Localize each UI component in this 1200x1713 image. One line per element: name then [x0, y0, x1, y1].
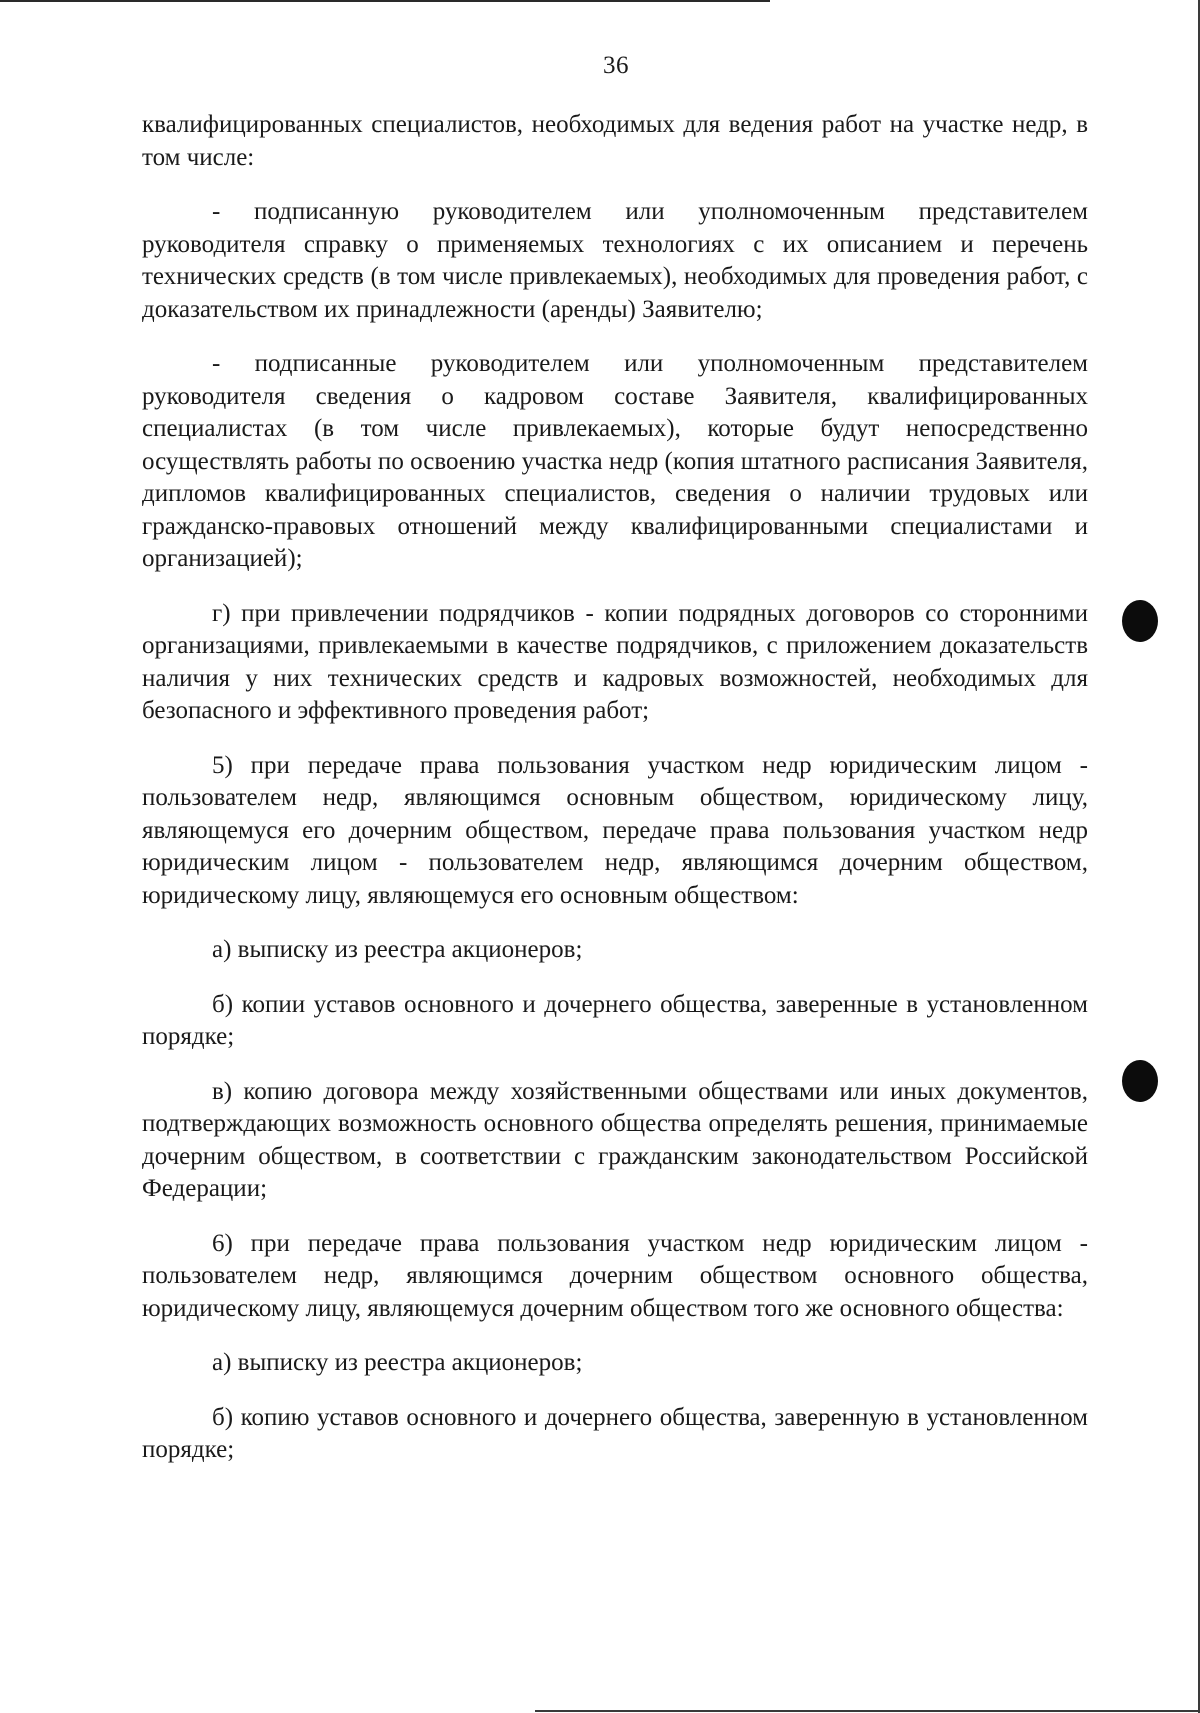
paragraph-item-6b: б) копию уставов основного и дочернего общества, заверенную в установленном порядке; — [142, 1403, 1088, 1463]
punch-hole-mark — [1122, 1060, 1158, 1102]
paragraph-item-6a: а) выписку из реестра акционеров; — [212, 1349, 583, 1376]
document-body — [142, 109, 1088, 1489]
scan-border-bottom — [535, 1710, 1200, 1712]
paragraph-item-5b: б) копии уставов основного и дочернего общества, заверенные в установленном порядке; — [142, 990, 1088, 1050]
paragraph-staff-information: - подписанные руководителем или уполномоченным представителем руководителя сведения о кадровом составе Заявителя, квалифицированных специалистах (в том числе привлекаемых), которые будут непосредственно осуществлять работы по освоению участка недр (копия штатного расписания Заявителя, дипломов квалифицированных специалистов, сведения о наличии трудовых или гражданско-правовых отношений между квалифицированными специалистами и организацией); — [142, 350, 1088, 572]
paragraph-contractors: г) при привлечении подрядчиков - копии подрядных договоров со сторонними организациями, привлекаемыми в качестве подрядчиков, с приложением доказательств наличия у них технических средств и кадровых возможностей, необходимых для безопасного и эффективного проведения работ; — [142, 599, 1088, 724]
paragraph-continuation: квалифицированных специалистов, необходимых для ведения работ на участке недр, в том числе: — [142, 111, 1088, 171]
scan-border-top — [0, 0, 770, 2]
paragraph-item-6: 6) при передаче права пользования участком недр юридическим лицом - пользователем недр, являющимся дочерним обществом основного общества, юридическому лицу, являющемуся дочерним обществом того же основного общества: — [142, 1229, 1088, 1322]
paragraph-item-5v: в) копию договора между хозяйственными обществами или иных документов, подтверждающих возможность основного общества определять решения, принимаемые дочерним обществом, в соответствии с гражданским законодательством Российской Федерации; — [142, 1077, 1088, 1202]
paragraph-item-5: 5) при передаче права пользования участком недр юридическим лицом - пользователем недр, являющимся основным обществом, юридическому лицу, являющемуся его дочерним обществом, передаче права пользования участком недр юридическим лицом - пользователем недр, являющимся дочерним обществом, юридическому лицу, являющемуся его основным обществом: — [142, 751, 1088, 909]
page-number: 36 — [603, 52, 629, 79]
punch-hole-mark — [1122, 600, 1158, 642]
paragraph-technology-certificate: - подписанную руководителем или уполномоченным представителем руководителя справку о применяемых технологиях с их описанием и перечень технических средств (в том числе привлекаемых), необходимых для проведения работ, с доказательством их принадлежности (аренды) Заявителю; — [142, 198, 1088, 323]
paragraph-item-5a: а) выписку из реестра акционеров; — [212, 936, 583, 963]
